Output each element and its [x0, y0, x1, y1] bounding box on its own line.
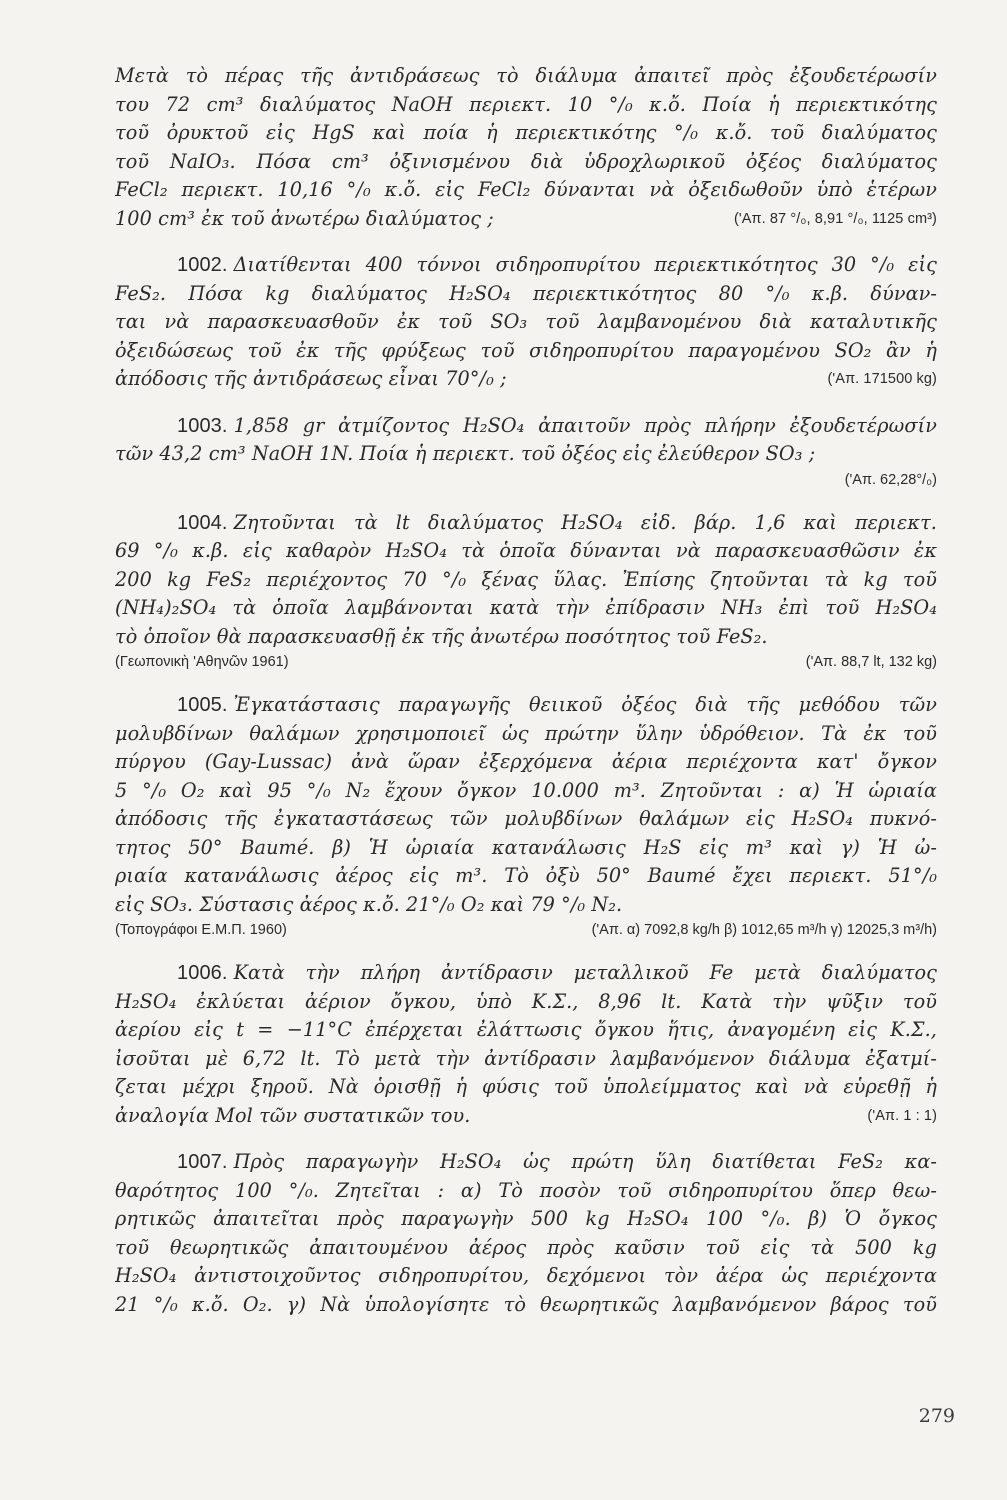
text-line: ἀερίου εἰς t = −11°C ἐπέρχεται ἐλάττωσις ὄγκου ἥτις, ἀναγομένη εἰς Κ.Σ., — [115, 1018, 937, 1041]
text-line — [115, 412, 937, 441]
answer: ('Απ. 1 : 1) — [867, 1107, 937, 1124]
problem-1004 — [115, 509, 937, 674]
problem-1007 — [115, 1148, 937, 1319]
text-line — [115, 1148, 937, 1177]
answer: ('Απ. 88,7 lt, 132 kg) — [805, 654, 937, 670]
text-line: H₂SO₄ ἀντιστοιχοῦντος σιδηροπυρίτου, δεχόμενοι τὸν ἀέρα ὡς περιέχοντα — [115, 1264, 937, 1287]
text-line-content: 100 cm³ ἐκ τοῦ ἀνωτέρω διαλύματος ; — [115, 206, 494, 230]
problem-1003 — [115, 412, 937, 491]
source-answer-row — [115, 651, 937, 673]
problem-number: 1002. — [177, 254, 228, 276]
text-line — [115, 251, 937, 280]
source-answer-row — [115, 919, 937, 941]
answer-row — [115, 469, 937, 491]
answer: ('Απ. α) 7092,8 kg/h β) 1012,65 m³/h γ) 12025,3 m³/h) — [591, 922, 937, 938]
problem-number: 1004. — [177, 511, 228, 534]
problem-continuation — [115, 62, 937, 233]
text-line: 69 °/₀ κ.β. εἰς καθαρὸν H₂SO₄ τὰ ὁποῖα δύνανται νὰ παρασκευασθῶσιν ἐκ — [115, 539, 937, 562]
problem-1005 — [115, 691, 937, 941]
text-line-content: Ἐγκατάστασις παραγωγῆς θειικοῦ ὀξέος διὰ τῆς μεθόδου τῶν — [233, 693, 937, 716]
text-line: πύργου (Gay-Lussac) ἀνὰ ὥραν ἐξερχόμενα ἀέρια περιέχοντα κατ' ὄγκον — [115, 750, 937, 773]
text-line-content: 1,858 gr ἀτμίζοντος H₂SO₄ ἀπαιτοῦν πρὸς πλήρην ἐξουδετέρωσίν — [233, 413, 937, 437]
text-line: τὸ ὁποῖον θὰ παρασκευασθῇ ἐκ τῆς ἀνωτέρω ποσότητος τοῦ FeS₂. — [115, 624, 768, 648]
text-line: 200 kg FeS₂ περιέχοντος 70 °/₀ ξένας ὕλας. Ἐπίσης ζητοῦνται τὰ kg τοῦ — [115, 567, 937, 591]
problem-number: 1007. — [177, 1151, 228, 1173]
text-line: (NH₄)₂SO₄ τὰ ὁποῖα λαμβάνονται κατὰ τὴν ἐπίδρασιν NH₃ ἐπὶ τοῦ H₂SO₄ — [115, 596, 937, 619]
problem-number: 1003. — [177, 414, 228, 437]
answer: ('Απ. 87 °/₀, 8,91 °/₀, 1125 cm³) — [733, 210, 937, 227]
text-line: τοῦ NaIO₃. Πόσα cm³ ὀξινισμένου διὰ ὑδροχλωρικοῦ ὀξέος διαλύματος — [115, 149, 937, 173]
text-line — [115, 691, 937, 720]
text-line-content: Κατὰ τὴν πλήρη ἀντίδρασιν μεταλλικοῦ Fe μετὰ διαλύματος — [233, 961, 937, 984]
text-line: ἰσοῦται μὲ 6,72 lt. Τὸ μετὰ τὴν ἀντίδρασιν λαμβανόμενον διάλυμα ἐξατμί- — [115, 1046, 937, 1070]
problem-1006 — [115, 959, 937, 1130]
text-line — [115, 205, 937, 234]
text-line: ὀξειδώσεως τοῦ ἐκ τῆς φρύξεως τοῦ σιδηροπυρίτου παραγομένου SO₂ ἂν ἡ — [115, 338, 937, 362]
text-line: τοῦ θεωρητικῶς ἀπαιτουμένου ἀέρος πρὸς καῦσιν τοῦ εἰς τὰ 500 kg — [115, 1235, 937, 1259]
text-line: εἰς SO₃. Σύστασις ἀέρος κ.ὄ. 21°/₀ O₂ καὶ 79 °/₀ N₂. — [115, 892, 623, 916]
problem-number: 1006. — [177, 962, 228, 984]
text-line: 21 °/₀ κ.ὄ. O₂. γ) Νὰ ὑπολογίσητε τὸ θεωρητικῶς λαμβανόμενον βάρος τοῦ — [115, 1292, 937, 1316]
text-line: Μετὰ τὸ πέρας τῆς ἀντιδράσεως τὸ διάλυμα ἀπαιτεῖ πρὸς ἐξουδετέρωσίν — [115, 64, 937, 87]
text-line — [115, 509, 937, 538]
text-line-content: ἀναλογία Mol τῶν συστατικῶν του. — [115, 1103, 471, 1127]
text-line-content: Διατίθενται 400 τόννοι σιδηροπυρίτου περιεκτικότητος 30 °/₀ εἰς — [233, 253, 937, 276]
text-line-content: ἀπόδοσις τῆς ἀντιδράσεως εἶναι 70°/₀ ; — [115, 367, 507, 390]
text-line: τητος 50° Baumé. β) Ἡ ὡριαία κατανάλωσις H₂S εἰς m³ καὶ γ) Ἡ ὠ- — [115, 835, 937, 859]
text-line — [115, 959, 937, 988]
text-line: μολυβδίνων θαλάμων χρησιμοποιεῖ ὡς πρώτην ὕλην ὑδρόθειον. Τὰ ἐκ τοῦ — [115, 721, 937, 745]
text-line: ζεται μέχρι ξηροῦ. Νὰ ὁρισθῇ ἡ φύσις τοῦ ὑπολείμματος καὶ νὰ εὑρεθῇ ἡ — [115, 1075, 937, 1098]
text-line: FeS₂. Πόσα kg διαλύματος H₂SO₄ περιεκτικότητος 80 °/₀ κ.β. δύναν- — [115, 281, 937, 305]
text-line: του 72 cm³ διαλύματος NaOH περιεκτ. 10 °/₀ κ.ὄ. Ποία ἡ περιεκτικότης — [115, 92, 937, 116]
answer: ('Απ. 62,28°/₀) — [844, 471, 937, 488]
text-line: 5 °/₀ O₂ καὶ 95 °/₀ N₂ ἔχουν ὄγκον 10.000 m³. Ζητοῦνται : α) Ἡ ὡριαία — [115, 778, 937, 802]
text-line — [115, 1102, 937, 1131]
text-line: τῶν 43,2 cm³ NaOH 1N. Ποία ἡ περιεκτ. τοῦ ὀξέος εἰς ἐλεύθερον SO₃ ; — [115, 442, 816, 465]
source: (Γεωπονικὴ 'Αθηνῶν 1961) — [115, 654, 289, 670]
page-number: 279 — [918, 1405, 955, 1427]
text-line — [115, 365, 937, 394]
text-line: H₂SO₄ ἐκλύεται ἀέριον ὄγκου, ὑπὸ Κ.Σ., 8,96 lt. Κατὰ τὴν ψῦξιν τοῦ — [115, 989, 937, 1013]
text-line-content: Ζητοῦνται τὰ lt διαλύματος H₂SO₄ εἰδ. βάρ. 1,6 καὶ περιεκτ. — [233, 510, 937, 534]
text-line: FeCl₂ περιεκτ. 10,16 °/₀ κ.ὄ. εἰς FeCl₂ δύνανται νὰ ὀξειδωθοῦν ὑπὸ ἑτέρων — [115, 178, 937, 201]
answer: ('Απ. 171500 kg) — [827, 371, 937, 387]
text-line: ρητικῶς ἀπαιτεῖται πρὸς παραγωγὴν 500 kg H₂SO₄ 100 °/₀. β) Ὁ ὄγκος — [115, 1207, 937, 1230]
text-line-content: Πρὸς παραγωγὴν H₂SO₄ ὡς πρώτη ὕλη διατίθεται FeS₂ κα- — [233, 1150, 937, 1173]
source: (Τοπογράφοι Ε.Μ.Π. 1960) — [115, 922, 287, 938]
problem-number: 1005. — [177, 694, 228, 716]
text-line: τοῦ ὀρυκτοῦ εἰς HgS καὶ ποία ἡ περιεκτικότης °/₀ κ.ὄ. τοῦ διαλύματος — [115, 121, 937, 144]
text-line: ἀπόδοσις τῆς ἐγκαταστάσεως τῶν μολυβδίνων θαλάμων εἰς H₂SO₄ πυκνό- — [115, 807, 937, 830]
text-line: ται νὰ παρασκευασθοῦν ἐκ τοῦ SO₃ τοῦ λαμβανομένου διὰ καταλυτικῆς — [115, 310, 937, 333]
problem-1002 — [115, 251, 937, 394]
text-line: θαρότητος 100 °/₀. Ζητεῖται : α) Τὸ ποσὸν τοῦ σιδηροπυρίτου ὅπερ θεω- — [115, 1178, 937, 1202]
text-line: ριαία κατανάλωσις ἀέρος εἰς m³. Τὸ ὀξὺ 50° Baumé ἔχει περιεκτ. 51°/₀ — [115, 864, 937, 887]
